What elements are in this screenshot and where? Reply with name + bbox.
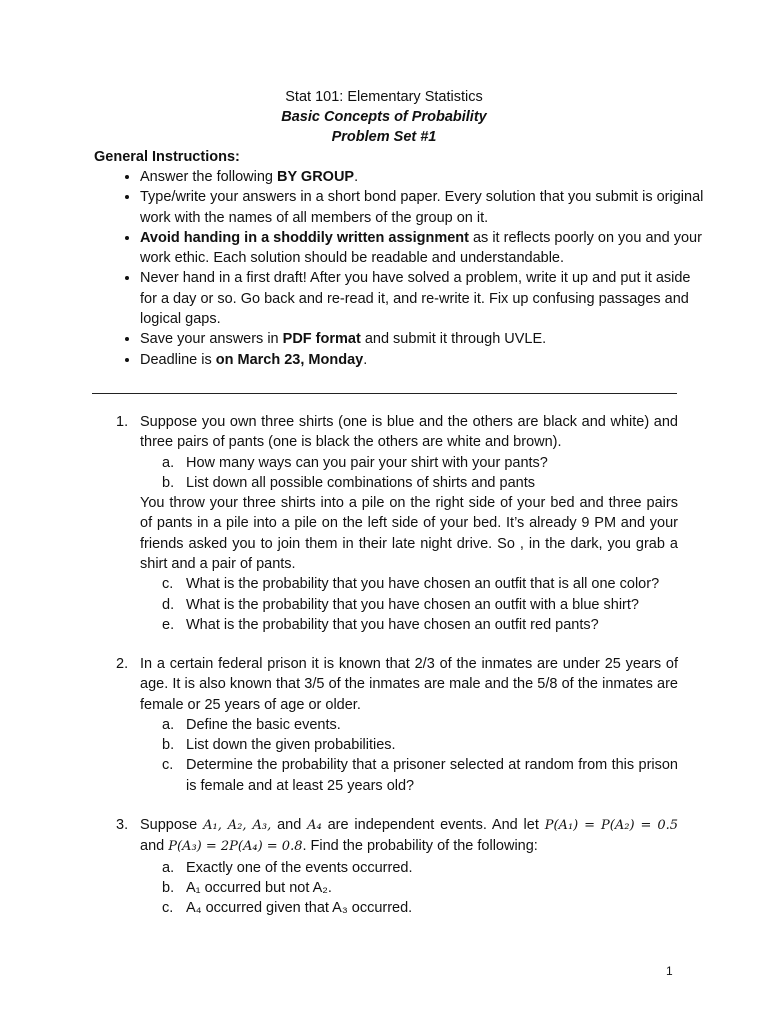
sub-question: b. List down all possible combinations of shirts and pants	[162, 474, 535, 491]
instruction-item: • Save your answers in PDF format and submit it through UVLE.	[140, 329, 710, 349]
page-number: 1	[666, 964, 673, 978]
question-number: 3.	[116, 817, 129, 833]
instructions-heading: General Instructions:	[94, 149, 240, 165]
sub-questions	[140, 574, 678, 635]
sub-question: c. Determine the probability that a prisoner selected at random from this prison is female and at least 25 years old?	[162, 757, 678, 794]
instruction-item: • Deadline is on March 23, Monday.	[140, 350, 710, 370]
sub-question: a. How many ways can you pair your shirt with your pants?	[162, 454, 548, 471]
course-title: Stat 101: Elementary Statistics	[285, 89, 483, 105]
question-number: 1.	[116, 414, 129, 430]
question-intro: Suppose A₁, A₂, A₃, and A₄ are independent events. And let P(A₁) = P(A₂) = 0.5 and P(A₃) = 2P(A₄) = 0.8. Find the probability of the following:	[140, 817, 679, 855]
sub-questions	[140, 715, 678, 796]
question-1	[116, 412, 678, 635]
question-3	[116, 815, 678, 918]
events-math: A₁, A₂, A₃,	[203, 818, 272, 833]
sub-question: a. Define the basic events.	[162, 716, 341, 733]
sub-question: c. What is the probability that you have chosen an outfit that is all one color?	[162, 576, 660, 593]
instruction-item: • Type/write your answers in a short bond paper. Every solution that you submit is original work with the names of all members of the group on it.	[140, 187, 710, 228]
sub-questions	[140, 453, 678, 494]
sub-question: e. What is the probability that you have chosen an outfit red pants?	[162, 616, 599, 633]
question-scenario: You throw your three shirts into a pile on the right side of your bed and three pairs of pants in a pile into a pile on the left side of your bed. It’s already 9 PM and your friends asked you to join them in their late night drive. So , in the dark, you grab a shirt and a pair of pants.	[140, 495, 678, 573]
instructions-list	[110, 167, 710, 370]
equation-2: P(A₃) = 2P(A₄) = 0.8	[168, 839, 303, 855]
event4-math: A₄	[307, 818, 322, 833]
question-intro: Suppose you own three shirts (one is blue and the others are black and white) and three pairs of pants (one is black the others are white and brown).	[140, 414, 678, 451]
sub-question: b. List down the given probabilities.	[162, 737, 396, 754]
sub-question: a. Exactly one of the events occurred.	[162, 859, 413, 876]
section-divider	[92, 393, 677, 394]
instruction-item: • Never hand in a first draft! After you have solved a problem, write it up and put it aside for a day or so. Go back and re-read it, and re-write it. Fix up confusing passages and logical gaps.	[140, 268, 710, 329]
question-number: 2.	[116, 656, 129, 672]
sub-question: b. A₁ occurred but not A₂.	[162, 879, 332, 896]
instruction-item: • Answer the following BY GROUP.	[140, 167, 710, 187]
question-intro: In a certain federal prison it is known that 2/3 of the inmates are under 25 years of age. It is also known that 3/5 of the inmates are male and the 5/8 of the inmates are female or 25 years of age or older.	[140, 656, 678, 713]
equation-1: P(A₁) = P(A₂) = 0.5	[544, 818, 679, 833]
topic-title: Basic Concepts of Probability	[281, 109, 487, 125]
question-2	[116, 654, 678, 796]
sub-question: d. What is the probability that you have chosen an outfit with a blue shirt?	[162, 596, 639, 613]
sub-question: c. A₄ occurred given that A₃ occurred.	[162, 900, 413, 917]
problem-set-title: Problem Set #1	[331, 129, 437, 145]
instruction-item: • Avoid handing in a shoddily written assignment as it reflects poorly on you and your work ethic. Each solution should be readable and understandable.	[140, 228, 710, 269]
sub-questions	[140, 858, 678, 919]
